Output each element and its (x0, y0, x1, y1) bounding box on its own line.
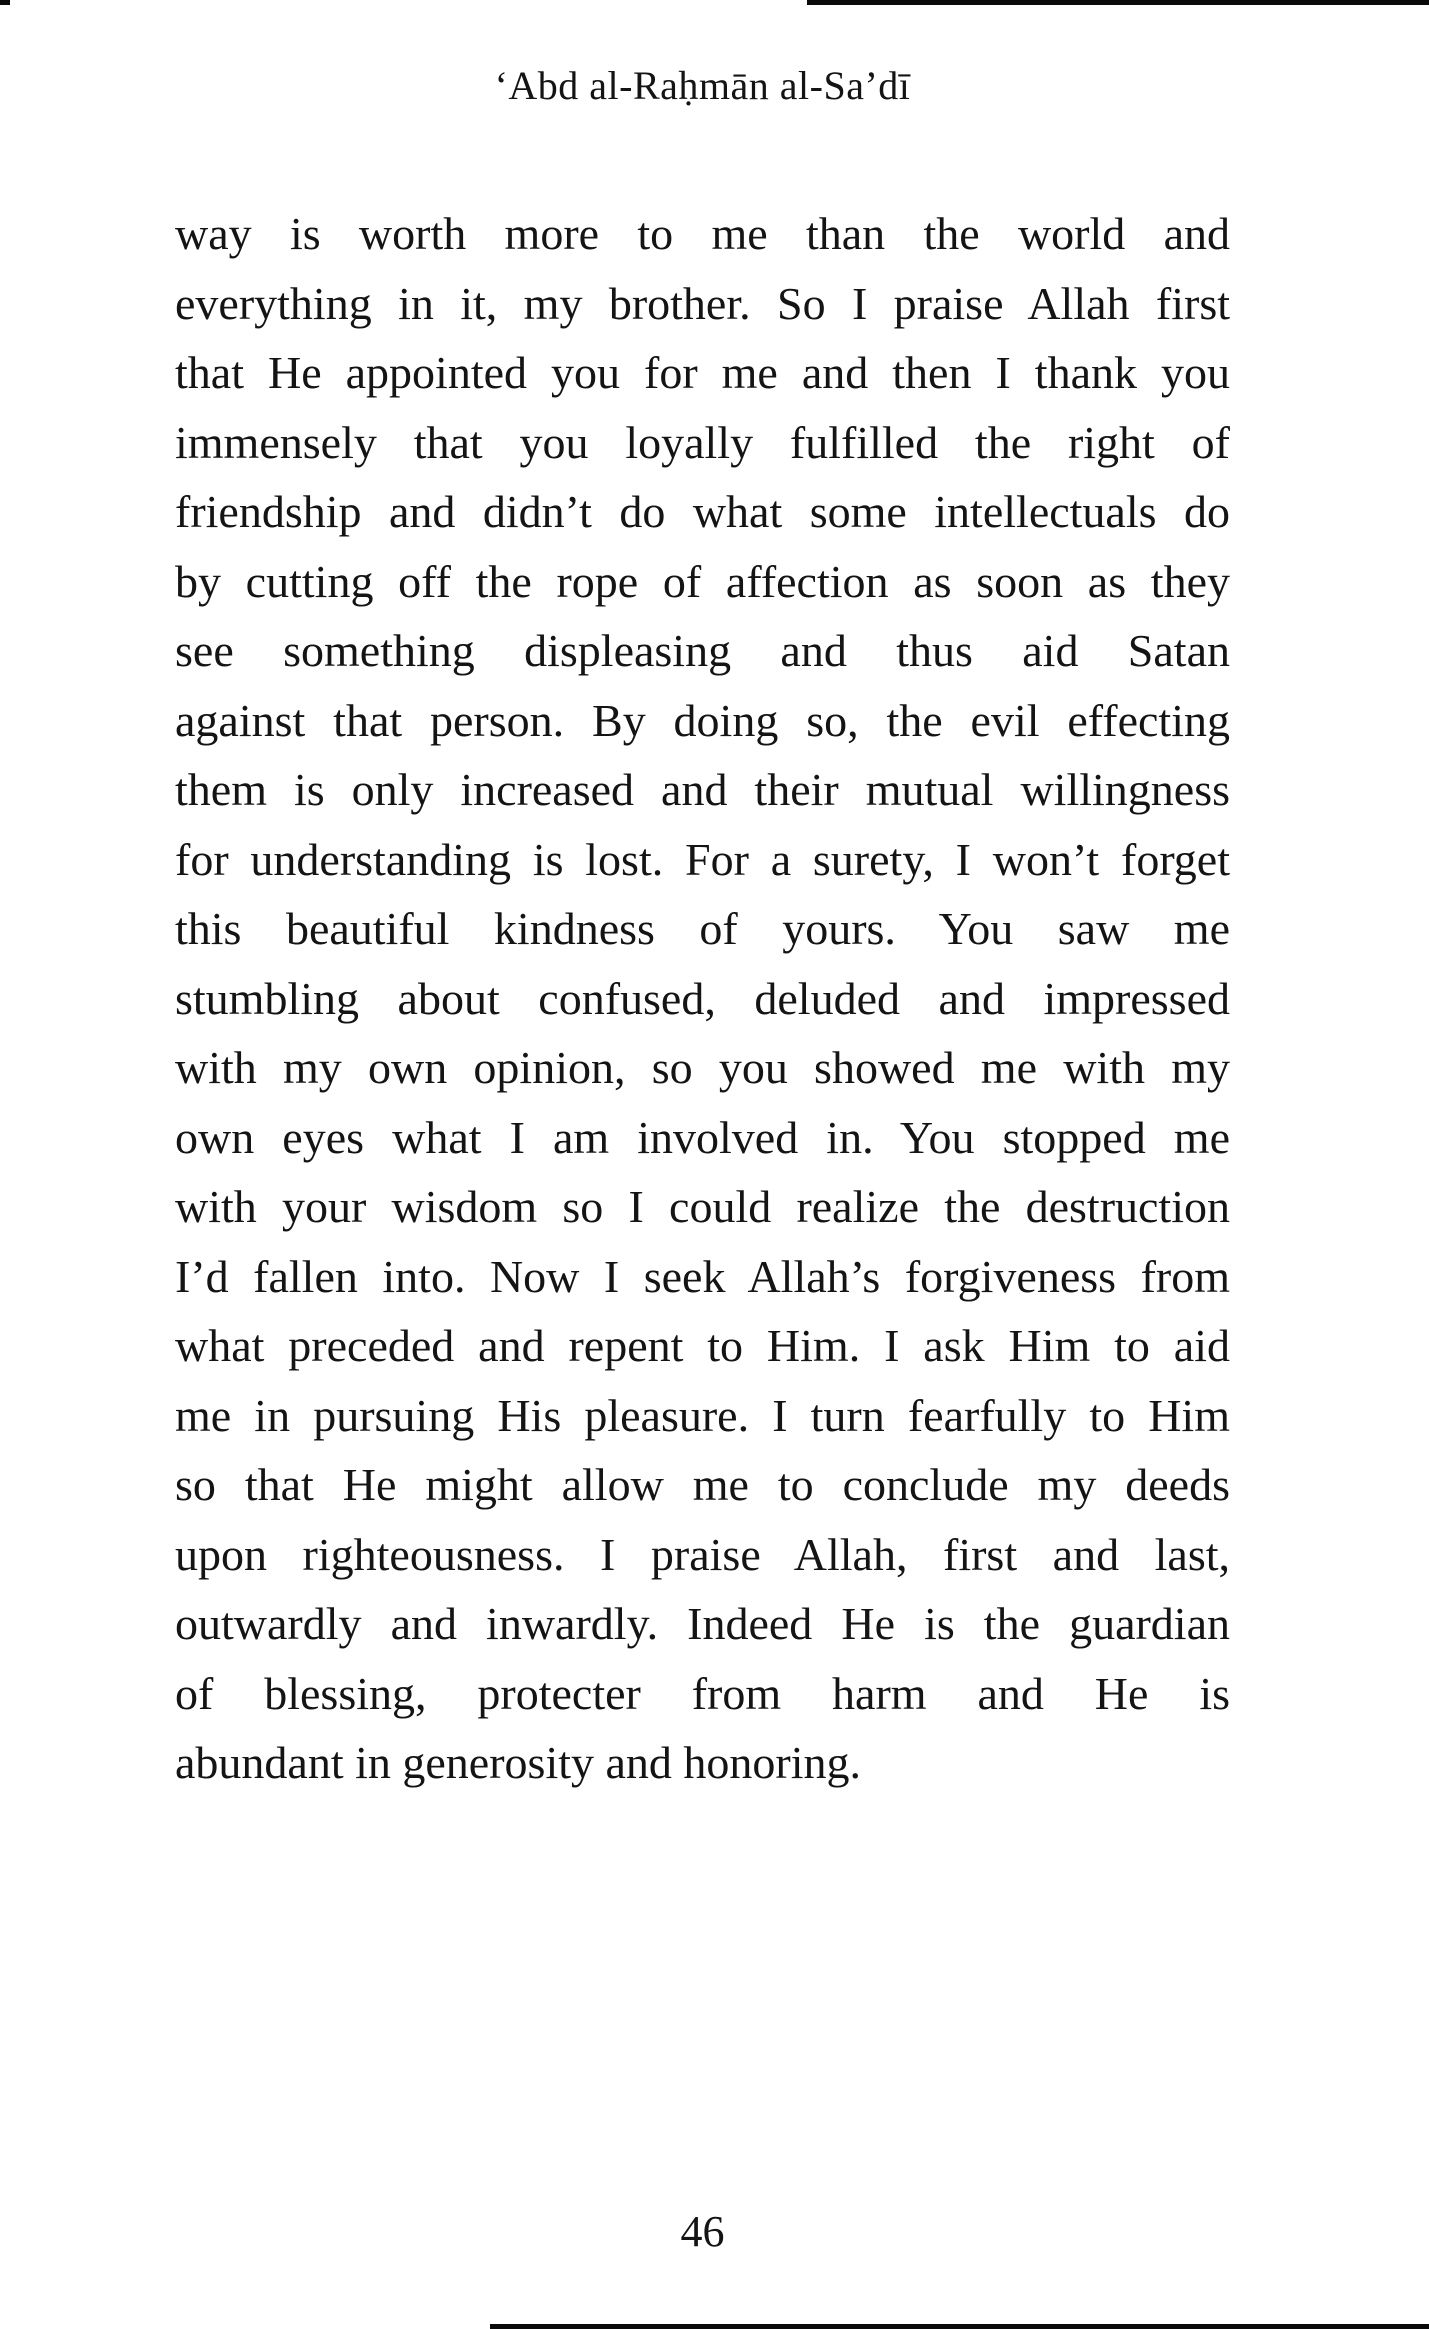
text-line: against that person. By doing so, the evil effecting (175, 694, 1230, 746)
text-line: outwardly and inwardly. Indeed He is the guardian (175, 1598, 1230, 1649)
running-header: ‘Abd al-Raḥmān al-Sa’dī (494, 63, 911, 108)
scan-artifact-top-left (0, 0, 10, 5)
text-line: with your wisdom so I could realize the destruction (175, 1181, 1230, 1232)
text-line: by cutting off the rope of affection as soon as they (175, 555, 1230, 607)
text-line: so that He might allow me to conclude my deeds (175, 1459, 1230, 1510)
text-line: for understanding is lost. For a surety, I won’t forget (175, 833, 1230, 885)
text-line: own eyes what I am involved in. You stopped me (175, 1111, 1230, 1163)
text-line: see something displeasing and thus aid Satan (175, 625, 1230, 676)
text-line: abundant in generosity and honoring. (175, 1737, 862, 1788)
text-line: upon righteousness. I praise Allah, first and last, (175, 1528, 1230, 1580)
text-line: everything in it, my brother. So I praise Allah first (175, 277, 1230, 329)
text-line: immensely that you loyally fulfilled the right of (175, 416, 1230, 468)
text-line: I’d fallen into. Now I seek Allah’s forgiveness from (175, 1250, 1230, 1302)
text-line: them is only increased and their mutual willingness (175, 764, 1230, 815)
text-line: that He appointed you for me and then I thank you (175, 347, 1230, 398)
scan-artifact-bottom-right (490, 2324, 1429, 2329)
text-line: me in pursuing His pleasure. I turn fearfully to Him (175, 1389, 1230, 1441)
page-number: 46 (680, 2207, 725, 2256)
text-line: friendship and didn’t do what some intellectuals do (175, 486, 1230, 537)
text-line: this beautiful kindness of yours. You saw me (175, 903, 1230, 954)
scan-artifact-top-right (807, 0, 1429, 5)
body-text (175, 199, 1230, 1798)
text-line: of blessing, protecter from harm and He is (175, 1667, 1230, 1719)
text-line: way is worth more to me than the world and (175, 208, 1230, 259)
text-line: stumbling about confused, deluded and impressed (175, 972, 1230, 1024)
text-line: what preceded and repent to Him. I ask Him to aid (175, 1320, 1230, 1371)
text-line: with my own opinion, so you showed me with my (175, 1042, 1230, 1093)
